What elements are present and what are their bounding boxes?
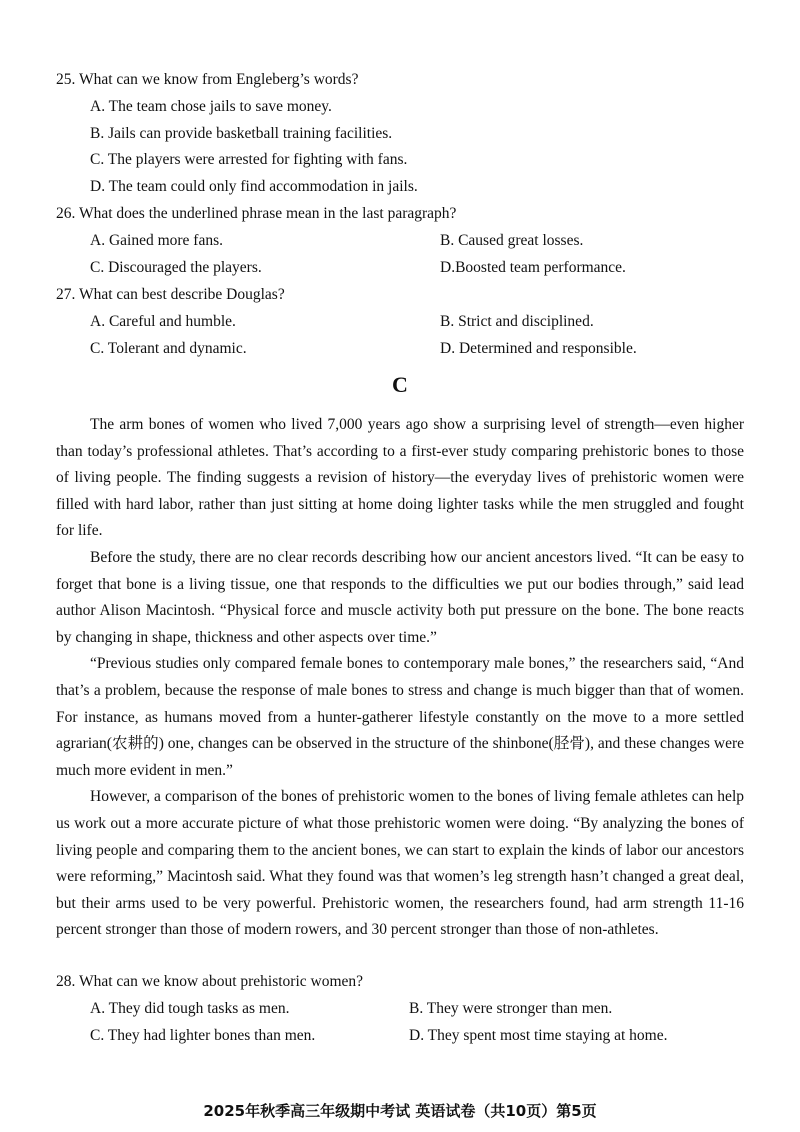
question-27-option-a: A. Careful and humble.: [90, 313, 236, 330]
question-25-option-c: C. The players were arrested for fighting with fans.: [90, 151, 408, 168]
question-28-option-d: D. They spent most time staying at home.: [409, 1027, 668, 1044]
question-25-stem: 25. What can we know from Engleberg’s words?: [56, 71, 359, 88]
question-28-option-c: C. They had lighter bones than men.: [90, 1027, 316, 1044]
question-27-option-d: D. Determined and responsible.: [440, 340, 637, 357]
question-27-option-b: B. Strict and disciplined.: [440, 313, 594, 330]
question-26-option-d: D.Boosted team performance.: [440, 259, 626, 276]
question-26-option-a: A. Gained more fans.: [90, 232, 223, 249]
passage-paragraph-2: Before the study, there are no clear records describing how our ancient ancestors lived. “It can be easy to forget that bone is a living tissue, one that responds to the difficulties we put our bodies through,” said lead author Alison Macintosh. “Physical force and muscle activity both put pressure on the bone. The bone reacts by changing in shape, thickness and other aspects over time.”: [56, 548, 744, 646]
question-28-option-b: B. They were stronger than men.: [409, 1000, 613, 1017]
question-27-stem: 27. What can best describe Douglas?: [56, 286, 285, 303]
section-heading: C: [392, 372, 408, 397]
question-26-stem: 26. What does the underlined phrase mean in the last paragraph?: [56, 205, 457, 222]
question-25-option-a: A. The team chose jails to save money.: [90, 98, 332, 115]
passage-paragraph-4: However, a comparison of the bones of prehistoric women to the bones of living female athletes can help us work out a more accurate picture of what those prehistoric women were doing. “By analyzing the bones of living people and comparing them to the ancient bones, we can start to explain the kinds of labor our ancestors were reforming,” Macintosh said. What they found was that women’s leg strength hasn’t changed a great deal, but their arms used to be very powerful. Prehistoric women, the researchers found, had arm strength 11-16 percent stronger than those of modern rowers, and 30 percent stronger than those of non-athletes.: [56, 788, 744, 939]
question-26-option-c: C. Discouraged the players.: [90, 259, 262, 276]
passage-paragraph-3: “Previous studies only compared female bones to contemporary male bones,” the researchers said, “And that’s a problem, because the response of male bones to stress and change is much bigger than that of women. For instance, as humans moved from a hunter-gatherer lifestyle constantly on the move to a more settled agrarian(农耕的) one, changes can be observed in the structure of the shinbone(胫骨), and these changes were much more evident in men.”: [56, 655, 744, 779]
reading-passage: [56, 412, 744, 944]
question-28-option-a: A. They did tough tasks as men.: [90, 1000, 290, 1017]
question-28-stem: 28. What can we know about prehistoric women?: [56, 973, 364, 990]
question-26-option-b: B. Caused great losses.: [440, 232, 584, 249]
question-25-option-b: B. Jails can provide basketball training facilities.: [90, 125, 393, 142]
page-footer: 2025年秋季高三年级期中考试 英语试卷（共10页）第5页: [203, 1102, 597, 1120]
passage-paragraph-1: The arm bones of women who lived 7,000 years ago show a surprising level of strength—even higher than today’s professional athletes. That’s according to a first-ever study comparing prehistoric bones to those of living people. The finding suggests a revision of history—the everyday lives of prehistoric women were filled with hard labor, rather than just sitting at home doing lighter tasks while the men struggled and fought for life.: [56, 416, 744, 540]
question-27-option-c: C. Tolerant and dynamic.: [90, 340, 247, 357]
question-25-option-d: D. The team could only find accommodation in jails.: [90, 178, 418, 195]
